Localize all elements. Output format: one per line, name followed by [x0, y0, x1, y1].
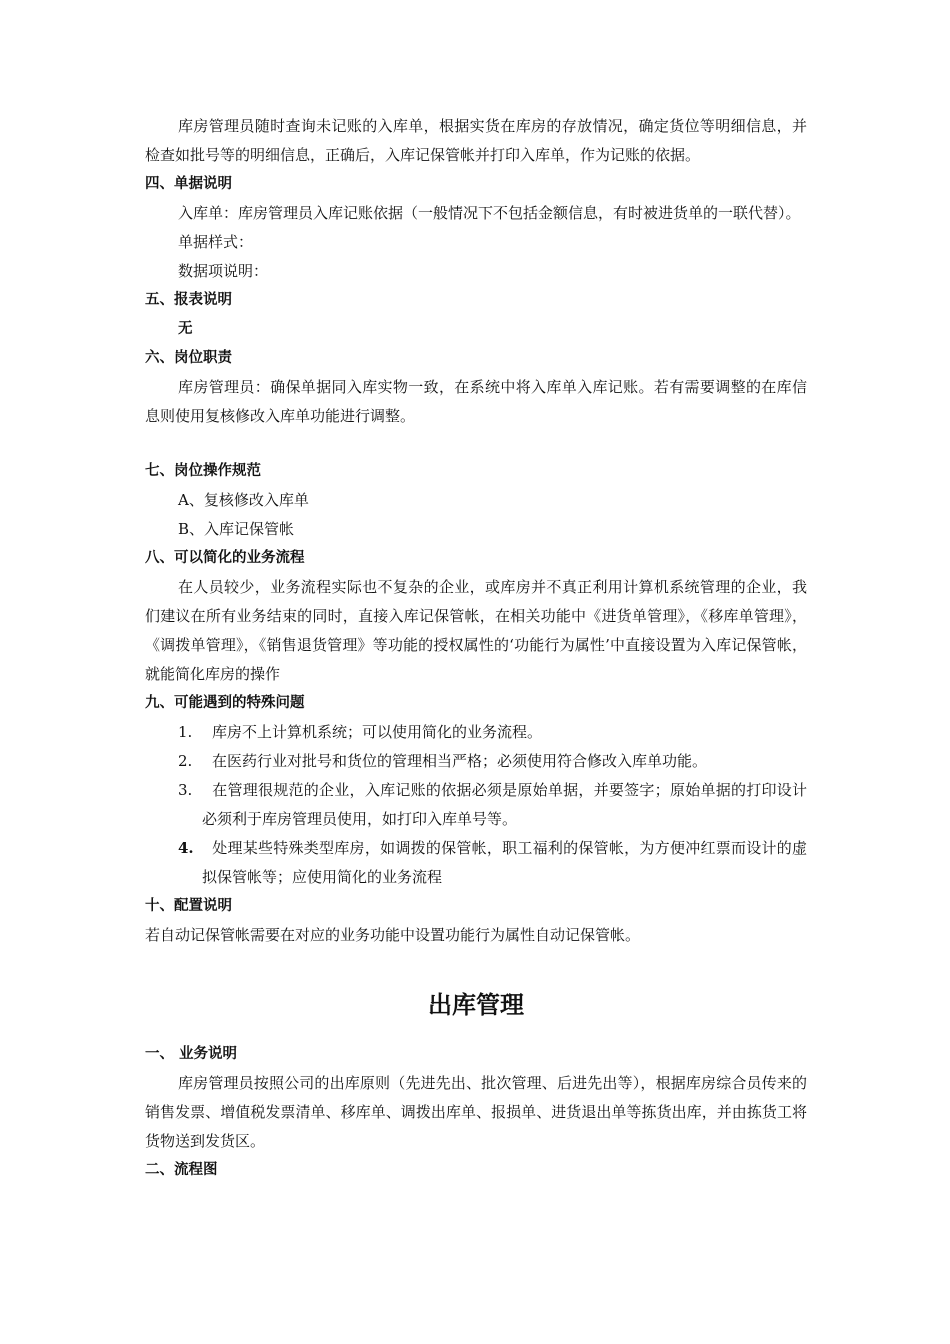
section4-data-items: 数据项说明：: [178, 262, 269, 280]
spacer: [145, 431, 807, 457]
section7-item: A、复核修改入库单: [178, 491, 309, 509]
section3-paragraph: 库房管理员随时查询未记账的入库单，根据实货在库房的存放情况，确定货位等明细信息，并检查如批号等的明细信息，正确后，入库记保管帐并打印入库单，作为记账的依据。: [145, 117, 807, 164]
section5-heading: 五、报表说明: [145, 292, 232, 308]
section10-heading: 十、配置说明: [145, 898, 232, 914]
list-number: 4.: [178, 839, 194, 857]
chapter-title: 出库管理: [428, 991, 524, 1019]
list-text: 处理某些特殊类型库房，如调拨的保管帐，职工福利的保管帐，为方便冲红票而设计的虚拟保管帐等；应使用简化的业务流程: [202, 839, 807, 886]
chapter-section1-paragraph: 库房管理员按照公司的出库原则（先进先出、批次管理、后进先出等），根据库房综合员传来的销售发票、增值税发票清单、移库单、调拨出库单、报损单、进货退出单等拣货出库，并由拣货工将货物送到发货区。: [145, 1074, 807, 1150]
section7-item: B、入库记保管帐: [178, 520, 295, 538]
list-text: 在医药行业对批号和货位的管理相当严格；必须使用符合修改入库单功能。: [212, 752, 708, 770]
section10-paragraph: 若自动记保管帐需要在对应的业务功能中设置功能行为属性自动记保管帐。: [145, 926, 641, 944]
list-item: [145, 718, 807, 747]
list-item: [145, 834, 807, 892]
list-number: 2.: [178, 752, 193, 770]
list-item: [145, 776, 807, 834]
section4-paragraph-receipt: 入库单：库房管理员入库记账依据（一般情况下不包括金额信息，有时被进货单的一联代替）。: [178, 204, 801, 222]
section7-heading: 七、岗位操作规范: [145, 463, 261, 479]
section6-heading: 六、岗位职责: [145, 350, 232, 366]
section5-none: 无: [178, 321, 193, 337]
section8-paragraph: 在人员较少，业务流程实际也不复杂的企业，或库房并不真正利用计算机系统管理的企业，我们建议在所有业务结束的同时，直接入库记保管帐，在相关功能中《进货单管理》，《移库单管理》，《调拨单管理》，《销售退货管理》等功能的授权属性的‘功能行为属性’中直接设置为入库记保管帐，就能简化库房的操作: [145, 578, 807, 683]
chapter-section1-heading: 一、 业务说明: [145, 1046, 238, 1062]
document-page: [145, 112, 807, 1185]
section6-paragraph: 库房管理员：确保单据同入库实物一致，在系统中将入库单入库记账。若有需要调整的在库信息则使用复核修改入库单功能进行调整。: [145, 378, 807, 425]
section9-heading: 九、可能遇到的特殊问题: [145, 695, 305, 711]
chapter-section2-heading: 二、流程图: [145, 1162, 218, 1178]
section8-heading: 八、可以简化的业务流程: [145, 550, 305, 566]
list-item: [145, 747, 807, 776]
section4-form-style: 单据样式：: [178, 233, 254, 251]
list-text: 在管理很规范的企业，入库记账的依据必须是原始单据，并要签字；原始单据的打印设计必须利于库房管理员使用，如打印入库单号等。: [202, 781, 807, 828]
list-text: 库房不上计算机系统；可以使用简化的业务流程。: [212, 723, 543, 741]
list-number: 3.: [178, 781, 193, 799]
section4-heading: 四、单据说明: [145, 176, 232, 192]
section9-list: [145, 718, 807, 892]
list-number: 1.: [178, 723, 193, 741]
